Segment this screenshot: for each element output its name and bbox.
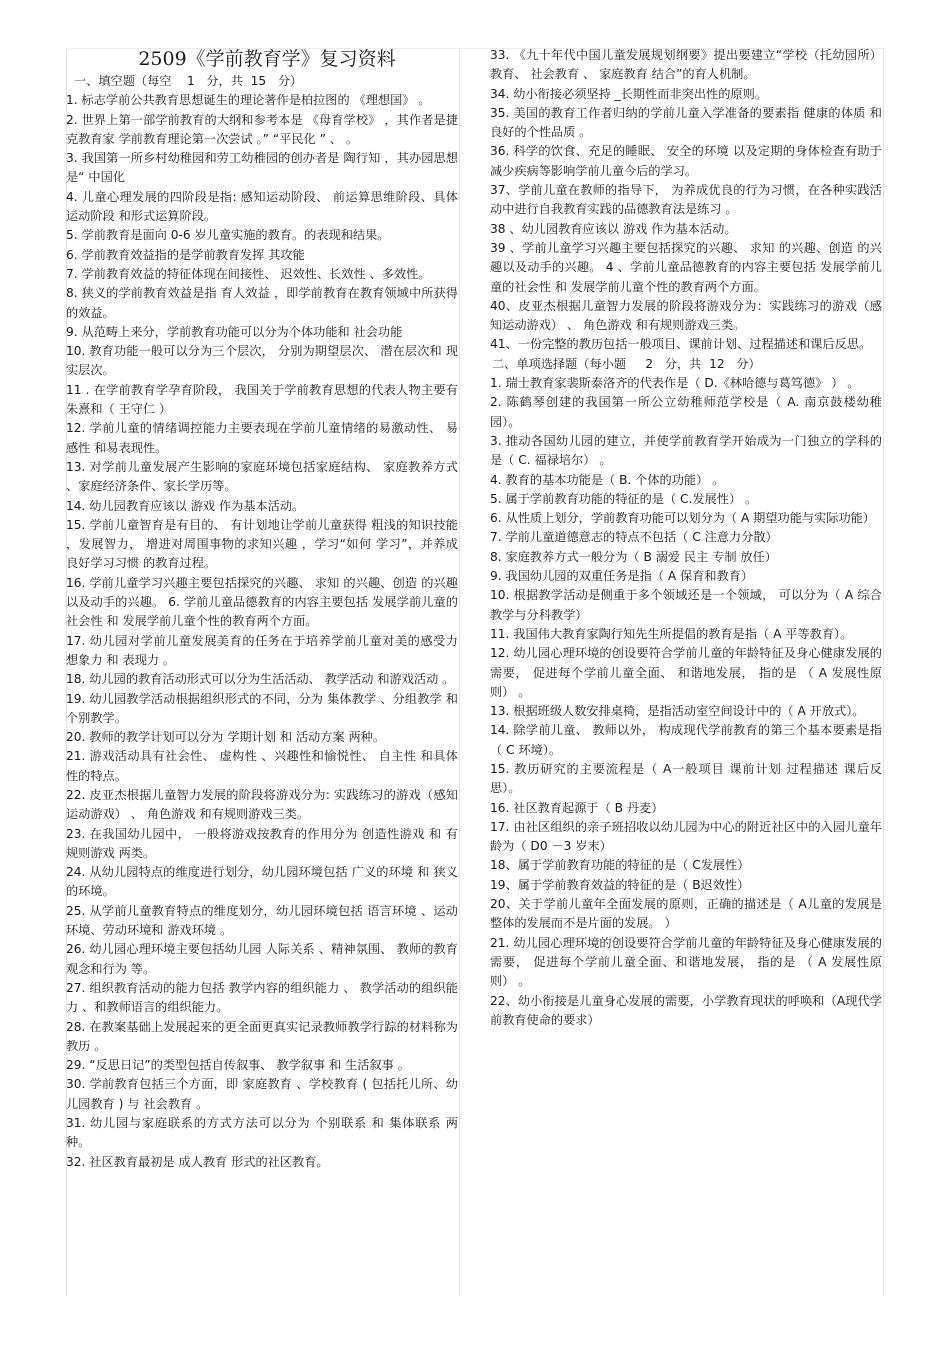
question-item: 12. 幼儿园心理环境的创设要符合学前儿童的年龄特征及身心健康发展的需要， 促进每个学前儿童全面、 和谐地发展， 指的是 （ A 发展性原则） 。 bbox=[490, 646, 882, 699]
question-item: 33. 《九十年代中国儿童发展规划纲要》提出要建立“学校（托幼园所）教育、 社会教育 、 家庭教育 结合”的育人机制。 bbox=[490, 48, 882, 82]
question-item: 21. 游戏活动具有社会性、 虚构性 、兴趣性和愉悦性、 自主性 和具体性的特点。 bbox=[66, 749, 458, 783]
question-item: 2. 世界上第一部学前教育的大纲和参考本是 《母育学校》 ，其作者是捷克教育家 学前教育理论第一次尝试 。” “平民化 ” 、 。 bbox=[66, 112, 458, 146]
question-item: 7. 学前儿童道德意志的特点不包括（ C 注意力分散） bbox=[490, 530, 778, 545]
question-item: 39 、学前儿童学习兴趣主要包括探究的兴趣、 求知 的兴趣、创造 的兴趣以及动手的兴趣。 4 、学前儿童品德教育的内容主要包括 发展学前儿童的社会性 和 发展学前儿童个性的教育两个方面。 bbox=[490, 240, 882, 294]
fill-blank-section-heading: 一、填空题（每空 1 分，共 15 分） bbox=[74, 74, 303, 88]
question-item: 23. 在我国幼儿园中， 一般将游戏按教育的作用分为 创造性游戏 和 有规则游戏 两类。 bbox=[66, 826, 458, 860]
left-column bbox=[66, 0, 458, 1172]
question-item: 37、学前儿童在教师的指导下， 为养成优良的行为习惯，在各种实践活动中进行自我教育实践的品德教育法是练习 。 bbox=[490, 183, 882, 217]
question-item: 40、皮亚杰根据儿童智力发展的阶段将游戏分为：实践练习的游戏（感知运动游戏） 、 角色游戏 和有规则游戏三类。 bbox=[490, 298, 882, 333]
question-item: 6. 从性质上划分，学前教育功能可以划分为（ A 期望功能与实际功能） bbox=[490, 511, 876, 526]
question-item: 24. 从幼儿园特点的维度进行划分，幼儿园环境包括 广义的环境 和 狭义的环境。 bbox=[66, 865, 458, 899]
question-item: 7. 学前教育效益的特征体现在间接性、 迟效性、长效性 、多效性。 bbox=[66, 266, 431, 281]
question-item: 22. 皮亚杰根据儿童智力发展的阶段将游戏分为: 实践练习的游戏（感知运动游戏） 、 角色游戏 和有规则游戏三类。 bbox=[66, 787, 458, 822]
question-item: 16. 社区教育起源于（ B 丹麦） bbox=[490, 800, 664, 815]
question-item: 8. 狭义的学前教育效益是指 育人效益 ，即学前教育在教育领域中所获得的效益。 bbox=[66, 286, 458, 320]
single-choice-section-heading: 二、单项选择题（每小题 2 分，共 12 分） bbox=[492, 356, 761, 371]
question-item: 15. 学前儿童智育是有目的、 有计划地让学前儿童获得 粗浅的知识技能 ，发展智力， 增进对周围事物的求知兴趣 ，学习“如何 学习”，并养成 良好学习习惯 的教育过程。 bbox=[66, 517, 458, 571]
question-item: 10. 教育功能一般可以分为三个层次， 分别为期望层次、 潜在层次和 现实层次。 bbox=[66, 344, 458, 378]
question-item: 9. 从范畴上来分，学前教育功能可以分为个体功能和 社会功能 bbox=[66, 324, 403, 339]
question-item: 8. 家庭教养方式一般分为（ B 溺爱 民主 专制 放任） bbox=[490, 549, 777, 564]
right-column bbox=[490, 0, 882, 1030]
question-item: 17. 由社区组织的亲子班招收以幼儿园为中心的附近社区中的入园儿童年龄为（ D0 －3 岁末） bbox=[490, 819, 882, 854]
question-item: 4. 儿童心理发展的四阶段是指: 感知运动阶段、 前运算思维阶段、具体运动阶段 和形式运算阶段。 bbox=[66, 189, 458, 224]
question-item: 32. 社区教育最初是 成人教育 形式的社区教育。 bbox=[66, 1154, 329, 1169]
question-item: 13. 对学前儿童发展产生影响的家庭环境包括家庭结构、 家庭教养方式 、家庭经济条件、家长学历等。 bbox=[66, 459, 458, 494]
question-item: 4. 教育的基本功能是（ B. 个体的功能） 。 bbox=[490, 472, 725, 487]
question-item: 38 、幼儿园教育应该以 游戏 作为基本活动。 bbox=[490, 221, 737, 236]
document-title: 2509《学前教育学》复习资料 bbox=[138, 48, 396, 70]
question-item: 22、幼小衔接是儿童身心发展的需要，小学教育现状的呼唤和（A现代学前教育使命的要求） bbox=[490, 993, 882, 1027]
question-item: 20、关于学前儿童年全面发展的原则，正确的描述是（ A儿童的发展是整体的发展而不是片面的发展。 ） bbox=[490, 897, 882, 931]
question-item: 6. 学前教育效益指的是学前教育发挥 其攻能 bbox=[66, 247, 305, 262]
question-item: 17. 幼儿园对学前儿童发展美育的任务在于培养学前儿童对美的感受力 想象力 和 表现力 。 bbox=[66, 633, 458, 667]
question-item: 28. 在教案基础上发展起来的更全面更真实记录教师教学行踪的材料称为 教历 。 bbox=[66, 1019, 458, 1053]
question-item: 41、一份完整的教历包括一般项目、课前计划、过程描述和课后反思。 bbox=[490, 337, 872, 352]
question-item: 3. 推动各国幼儿园的建立，并使学前教育学开始成为一门独立的学科的是（ C. 福禄培尔） 。 bbox=[490, 433, 882, 468]
question-item: 31. 幼儿园与家庭联系的方式方法可以分为 个别联系 和 集体联系 两种。 bbox=[66, 1116, 458, 1150]
question-item: 13. 根据班级人数安排桌椅，是指活动室空间设计中的（ A 开放式）。 bbox=[490, 704, 865, 719]
question-item: 25. 从学前儿童教育特点的维度划分，幼儿园环境包括 语言环境 、运动环境、劳动环境和 游戏环境 。 bbox=[66, 903, 458, 938]
question-item: 11. 我国伟大教育家陶行知先生所提倡的教育是指（ A 平等教育）。 bbox=[490, 626, 853, 641]
question-item: 16. 学前儿童学习兴趣主要包括探究的兴趣、 求知 的兴趣、创造 的兴趣以及动手的兴趣。 6. 学前儿童品德教育的内容主要包括 发展学前儿童的社会性 和 发展学前儿童个性的教育两个方面。 bbox=[66, 575, 458, 629]
question-item: 14. 幼儿园教育应该以 游戏 作为基本活动。 bbox=[66, 498, 305, 513]
question-item: 18. 幼儿园的教育活动形式可以分为生活活动、 教学活动 和游戏活动 。 bbox=[66, 672, 455, 687]
question-item: 34. 幼小衔接必须坚持 _长期性而非突出性的原则。 bbox=[490, 86, 767, 101]
question-item: 27. 组织教育活动的能力包括 教学内容的组织能力 、 教学活动的组织能力 、和教师语言的组织能力。 bbox=[66, 980, 458, 1015]
right-column-border bbox=[883, 48, 884, 1296]
question-item: 21. 幼儿园心理环境的创设要符合学前儿童的年龄特征及身心健康发展的需要， 促进每个学前儿童全面、和谐地发展， 指的是 （ A 发展性原则） 。 bbox=[490, 935, 882, 989]
question-item: 18、属于学前教育功能的特征的是（ C发展性） bbox=[490, 858, 750, 873]
middle-column-border bbox=[459, 48, 460, 1296]
question-item: 15. 教历研究的主要流程是（ A一般项目 课前计划 过程描述 课后反思）。 bbox=[490, 761, 882, 796]
question-item: 26. 幼儿园心理环境主要包括幼儿园 人际关系 、精神氛围、 教师的教育观念和行为 等。 bbox=[66, 942, 458, 976]
question-item: 1. 标志学前公共教育思想诞生的理论著作是柏拉图的 《理想国》 。 bbox=[66, 93, 431, 108]
question-item: 1. 瑞士教育家裴斯泰洛齐的代表作是（ D.《林哈德与葛笃德》 ） 。 bbox=[490, 376, 860, 391]
question-item: 5. 学前教育是面向 0-6 岁儿童实施的教育。的表现和结果。 bbox=[66, 228, 390, 243]
question-item: 19、属于学前教育效益的特征的是（ B迟效性） bbox=[490, 877, 750, 892]
fill-blank-list bbox=[66, 91, 458, 1172]
question-item: 35. 美国的教育工作者归纳的学前儿童入学准备的要素指 健康的体质 和 良好的个性品质 。 bbox=[490, 105, 882, 140]
question-item: 14. 除学前儿童、 教师以外， 构成现代学前教育的第三个基本要素是指（ C 环境）。 bbox=[490, 723, 882, 757]
question-item: 20. 教师的教学计划可以分为 学期计划 和 活动方案 两种。 bbox=[66, 730, 386, 745]
question-item: 3. 我国第一所乡村幼稚园和劳工幼稚园的创办者是 陶行知 ，其办园思想是“ 中国化 bbox=[66, 151, 458, 185]
question-item: 29. “反思日记”的类型包括自传叙事、 教学叙事 和 生活叙事 。 bbox=[66, 1058, 410, 1073]
question-item: 12. 学前儿童的情绪调控能力主要表现在学前儿童情绪的易激动性、 易感性 和易表现性。 bbox=[66, 421, 458, 455]
question-item: 30. 学前教育包括三个方面，即 家庭教育 、学校教育 ( 包括托儿所、幼儿园教育 ) 与 社会教育 。 bbox=[66, 1077, 458, 1111]
question-item: 9. 我国幼儿园的双重任务是指（ A 保育和教育） bbox=[490, 569, 754, 584]
single-choice-list bbox=[490, 374, 882, 1030]
question-item: 2. 陈鹤琴创建的我国第一所公立幼稚师范学校是（ A. 南京鼓楼幼稚园）。 bbox=[490, 395, 882, 429]
question-item: 36. 科学的饮食、充足的睡眠、 安全的环境 以及定期的身体检查有助于减少疾病等影响学前儿童今后的学习。 bbox=[490, 144, 882, 178]
fill-blank-list-continued bbox=[490, 46, 882, 355]
question-item: 5. 属于学前教育功能的特征的是（ C.发展性） 。 bbox=[490, 491, 758, 506]
question-item: 19. 幼儿园教学活动根据组织形式的不同，分为 集体教学 、分组教学 和个别教学。 bbox=[66, 691, 458, 725]
question-item: 10. 根据教学活动是侧重于多个领域还是一个领域， 可以分为（ A 综合教学与分科教学） bbox=[490, 588, 882, 622]
question-item: 11 . 在学前教育学孕育阶段， 我国关于学前教育思想的代表人物主要有朱熹和（ 王守仁 ） bbox=[66, 382, 458, 417]
